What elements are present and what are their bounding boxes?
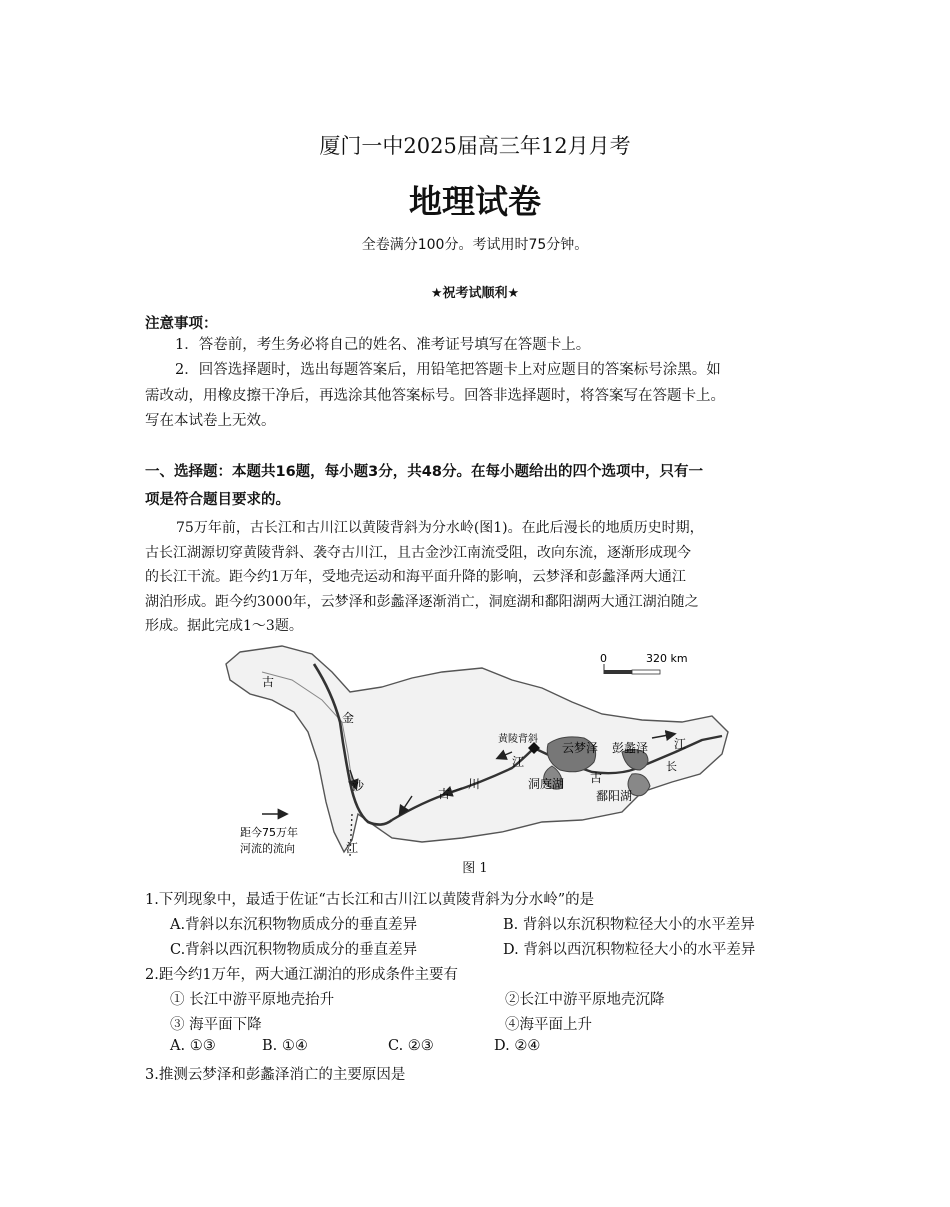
passage-line-1: 75万年前，古长江和古川江以黄陵背斜为分水岭(图1)。在此后漫长的地质历史时期， — [176, 520, 704, 536]
passage-line-3: 的长江干流。距今约1万年，受地壳运动和海平面升降的影响，云梦泽和彭蠡泽两大通江 — [145, 569, 686, 585]
yangtze-map-svg — [222, 642, 738, 858]
passage-line-2: 古长江湖源切穿黄陵背斜、袭夺古川江，且古金沙江南流受阻，改向东流，逐渐形成现今 — [145, 545, 691, 561]
yangtze-map-figure — [222, 642, 738, 858]
exam-subtitle: 厦门一中2025届高三年12月月考 — [319, 134, 631, 158]
exam-title: 地理试卷 — [409, 182, 541, 221]
question-1-option-b: B. 背斜以东沉积物粒径大小的水平差异 — [503, 917, 755, 933]
notice-item-2-line-2: 需改动，用橡皮擦干净后，再选涂其他答案标号。回答非选择题时，将答案写在答题卡上。 — [145, 388, 725, 404]
notice-heading: 注意事项： — [145, 316, 218, 332]
section-1-heading-line-1: 一、选择题：本题共16题，每小题3分，共48分。在每小题给出的四个选项中，只有一 — [145, 464, 703, 480]
label-huangling: 黄陵背斜 — [498, 734, 538, 745]
legend-line-2: 河流的流向 — [240, 842, 295, 855]
label-jiang-sw: 江 — [346, 841, 359, 855]
legend-line-1: 距今75万年 — [240, 826, 298, 839]
label-chuan: 川 — [468, 777, 481, 791]
label-chang: 长 — [666, 760, 677, 773]
label-jiang-mid: 江 — [512, 755, 525, 769]
basin-outline — [226, 646, 728, 852]
label-jiang-ne: 江 — [674, 737, 687, 751]
label-dongting: 洞庭湖 — [528, 777, 565, 791]
label-sha: 沙 — [352, 779, 365, 793]
section-1-heading-line-2: 项是符合题目要求的。 — [145, 492, 290, 508]
question-2-condition-4: ④海平面上升 — [505, 1017, 592, 1033]
question-1-option-d: D. 背斜以西沉积物粒径大小的水平差异 — [503, 942, 756, 958]
passage-line-5: 形成。据此完成1～3题。 — [145, 618, 303, 634]
scale-zero: 0 — [600, 652, 607, 665]
scale-bar-dark — [604, 670, 632, 674]
question-1-option-a: A.背斜以东沉积物物质成分的垂直差异 — [170, 917, 418, 933]
scale-bar-light — [632, 670, 660, 674]
question-2-option-d: D. ②④ — [494, 1038, 541, 1054]
exam-meta: 全卷满分100分。考试用时75分钟。 — [361, 237, 589, 253]
question-1-option-c: C.背斜以西沉积物物质成分的垂直差异 — [170, 942, 418, 958]
question-3-stem: 3.推测云梦泽和彭蠡泽消亡的主要原因是 — [145, 1067, 406, 1083]
label-gu-mid: 古 — [590, 771, 603, 785]
scale-label: 320 km — [646, 652, 688, 665]
label-gu-chuan: 古 — [438, 787, 451, 801]
question-1-stem: 1.下列现象中，最适于佐证“古长江和古川江以黄陵背斜为分水岭”的是 — [145, 892, 595, 908]
notice-item-2-line-3: 写在本试卷上无效。 — [145, 413, 276, 429]
notice-item-1: 1．答卷前，考生务必将自己的姓名、准考证号填写在答题卡上。 — [175, 337, 591, 353]
question-2-option-b: B. ①④ — [262, 1038, 308, 1054]
label-jin: 金 — [342, 711, 355, 725]
question-2-stem: 2.距今约1万年，两大通江湖泊的形成条件主要有 — [145, 967, 459, 983]
question-2-option-c: C. ②③ — [388, 1038, 434, 1054]
label-poyang: 鄱阳湖 — [596, 789, 633, 803]
question-2-condition-2: ②长江中游平原地壳沉降 — [505, 992, 665, 1008]
question-2-condition-3: ③ 海平面下降 — [170, 1017, 262, 1033]
label-pengli: 彭蠡泽 — [612, 741, 649, 755]
question-2-condition-1: ① 长江中游平原地壳抬升 — [170, 992, 335, 1008]
question-2-option-a: A. ①③ — [170, 1038, 216, 1054]
good-luck-line: ★祝考试顺利★ — [430, 286, 520, 301]
passage-line-4: 湖泊形成。距今约3000年，云梦泽和彭蠡泽逐渐消亡，洞庭湖和鄱阳湖两大通江湖泊随之 — [145, 594, 699, 610]
figure-caption: 图 1 — [462, 861, 488, 876]
label-gu-1: 古 — [262, 675, 275, 689]
label-yunmeng: 云梦泽 — [562, 741, 599, 755]
notice-item-2-line-1: 2．回答选择题时，选出每题答案后，用铅笔把答题卡上对应题目的答案标号涂黑。如 — [175, 362, 721, 378]
